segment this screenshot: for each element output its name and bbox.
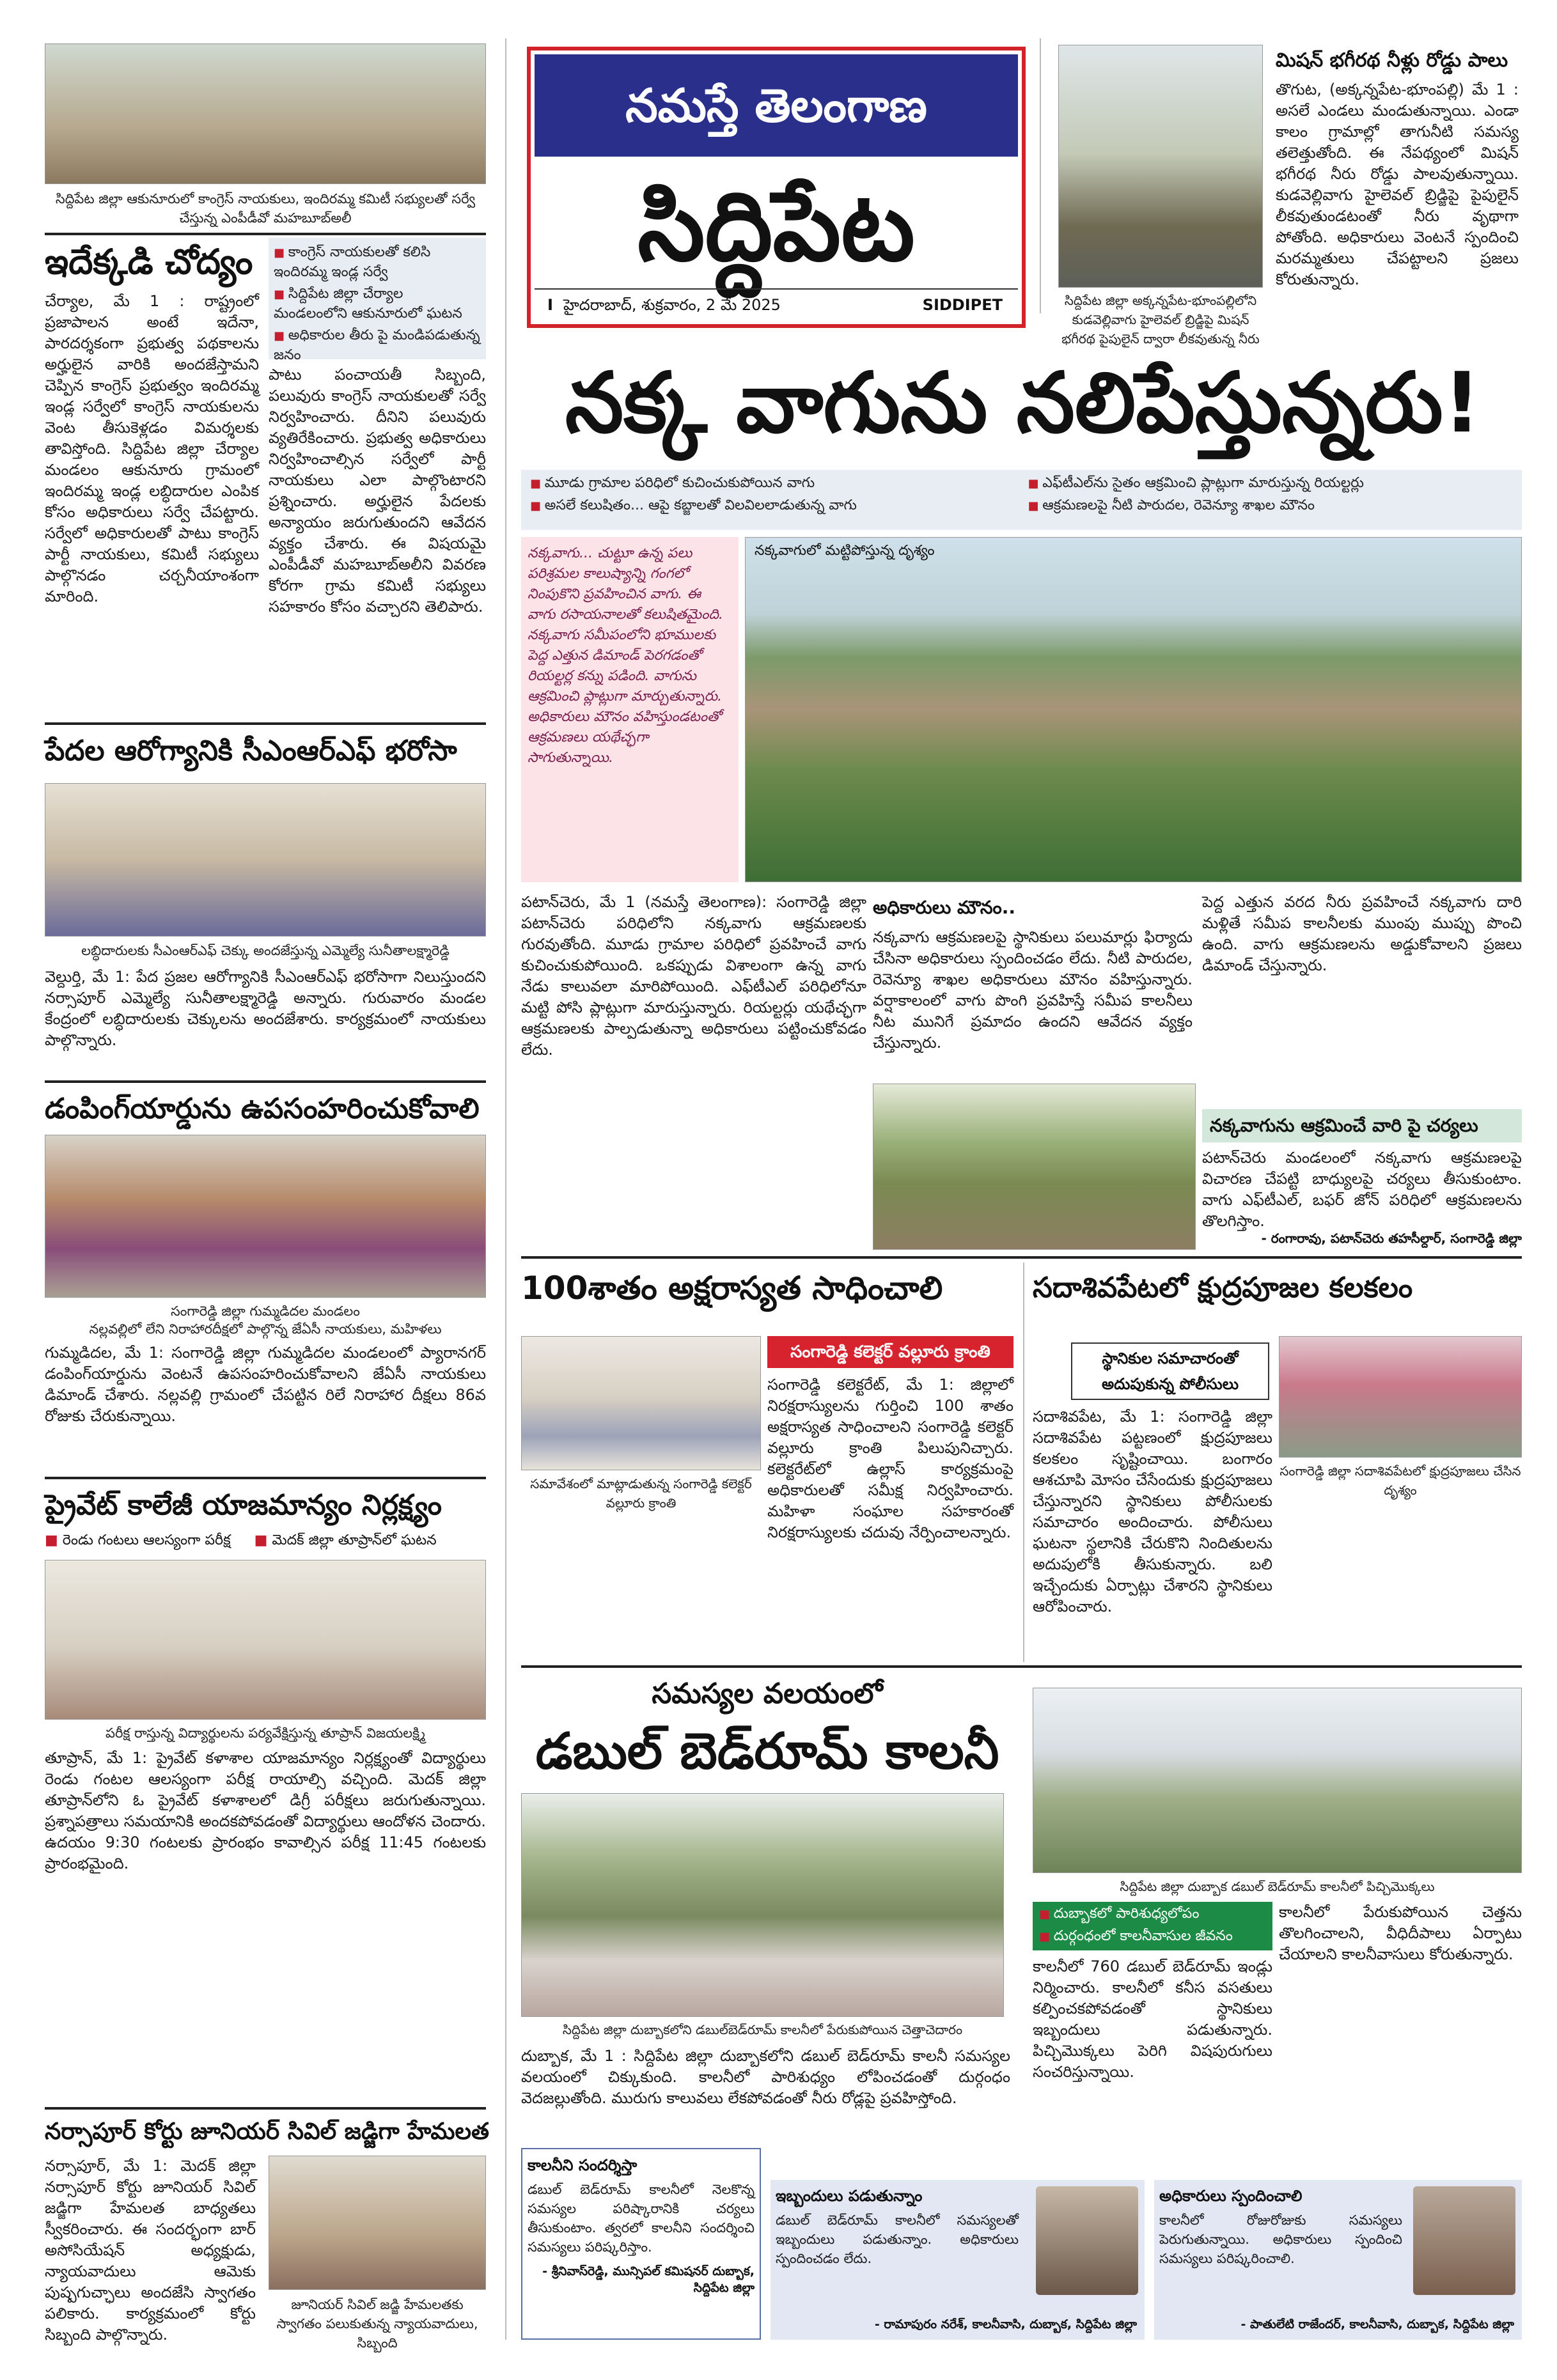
brand-name: నమస్తే తెలంగాణ — [535, 54, 1018, 157]
lead-highlight: ■ మూడు గ్రామాల పరిధిలో కుచించుకుపోయిన వాగు — [530, 474, 1015, 494]
bullet-icon: ■ — [254, 1532, 272, 1548]
headline-dumping: డంపింగ్‌యార్డును ఉపసంహరించుకోవాలి — [45, 1093, 480, 1125]
divider — [521, 1665, 1522, 1668]
photo-garbage — [521, 1793, 1004, 2017]
green-highlight: ■ దుర్గంధంలో కాలనీవాసుల జీవనం — [1039, 1927, 1266, 1947]
highlight-item: ■ కాంగ్రెస్ నాయకులతో కలిసి ఇందిరమ్మ ఇండ్ల సర్వే — [274, 243, 481, 282]
quote-box — [771, 2180, 1145, 2340]
article-body: పటాన్‌చెరు మండలంలో నక్కవాగు ఆక్రమణలపై విచారణ చేపట్టి బాధ్యులపై చర్యలు తీసుకుంటాం. వాగు ఎఫ్‌టీఎల్, బఫర్ జోన్ పరిధిలో ఆక్రమణలను తొలగిస్తాం. — [1202, 1149, 1522, 1230]
divider — [45, 233, 486, 235]
photo-label: నక్కవాగులో మట్టిపోస్తున్న దృశ్యం — [755, 543, 935, 559]
column-rule — [505, 38, 506, 2340]
headline-judge: నర్సాపూర్ కోర్టు జూనియర్ సివిల్ జడ్జిగా హేమలత — [45, 2119, 489, 2145]
photo-judge — [269, 2156, 486, 2290]
avatar — [1413, 2186, 1515, 2295]
headline-sadasivapet: సదాశివపేటలో క్షుద్రపూజల కలకలం — [1033, 1272, 1413, 1304]
lead-highlight: ■ అసలే కలుషితం... ఆపై కబ్జాలతో విలవిలలాడుతున్న వాగు — [530, 496, 1015, 516]
quote-title: అధికారులు స్పందించాలి — [1159, 2187, 1303, 2205]
quote-title: కాలనీని సందర్శిస్తా — [528, 2156, 638, 2174]
article-body: పటాన్‌చెరు, మే 1 (నమస్తే తెలంగాణ): సంగారెడ్డి జిల్లా పటాన్‌చెరు పరిధిలోని నక్కవాగు ఆక్రమణలకు గురవుతోంది. మూడు గ్రామాల పరిధిలో ప్రవహించే వాగు కుచించుకుపోయింది. ఒకప్పుడు విశాలంగా ఉన్న వాగు నేడు కాలువలా మారిపోయింది. ఎఫ్‌టీఎల్ పరిధిలోనూ మట్టి పోసి ప్లాట్లుగా మారుస్తున్నారు. రియల్టర్లు యథేచ్ఛగా ఆక్రమణలకు పాల్పడుతున్నా అధికారులు పట్టించుకోవడం లేదు. — [521, 893, 866, 1059]
photo-caption: జూనియర్ సివిల్ జడ్జి హేమలతకు స్వాగతం పలుకుతున్న న్యాయవాదులు, సిబ్బంది — [276, 2297, 478, 2351]
subhead: మెదక్ జిల్లా తూప్రాన్‌లో ఘటన — [272, 1532, 437, 1548]
quote-body: కాలనీలో రోజురోజుకు సమస్యలు పెరుగుతున్నాయి. అధికారులు స్పందించి సమస్యలు పరిష్కరించాలి. — [1159, 2213, 1402, 2266]
bullet-icon: ■ — [45, 1532, 63, 1548]
photo-caption: సిద్దిపేట జిల్లా ఆకునూరులో కాంగ్రెస్ నాయకులు, ఇందిరమ్మ కమిటీ సభ్యులతో సర్వే చేస్తున్న ఎంపీడీవో మహబూబ్‌అలీ — [55, 191, 476, 226]
subhead: రెండు గంటలు ఆలస్యంగా పరీక్ష — [62, 1532, 231, 1548]
highlight-item: ■ సిద్దిపేట జిల్లా చేర్యాల మండలంలోని ఆకునూరులో ఘటన — [274, 284, 481, 323]
article-body: తొగుట, (అక్కన్నపేట-భూంపల్లి) మే 1 : అసలే ఎండలు మండుతున్నాయి. ఎండా కాలం గ్రామాల్లో తాగునీటి సమస్య తలెత్తుతోంది. ఈ నేపథ్యంలో మిషన్ భగీరథ నీరు రోడ్డు పాలవుతున్నాయి. కుడవెల్లివాగు హైలెవల్ బ్రిడ్జిపై పైపులైన్ లీకవుతుండటంతో నీరు వృథాగా పోతోంది. అధికారులు వెంటనే స్పందించి మరమ్మతులు చేపట్టాలని ప్రజలు కోరుతున్నారు. — [1276, 81, 1519, 288]
quote-sign: - పాతులేటి రాజేందర్, కాలనీవాసి, దుబ్బాక, సిద్దిపేట జిల్లా — [1240, 2317, 1514, 2331]
photo-nakkavagu-2 — [873, 1084, 1196, 1250]
quote-body: డబుల్ బెడ్‌రూమ్ కాలనీలో నెలకొన్న సమస్యల పరిష్కారానికి చర్యలు తీసుకుంటాం. త్వరలో కాలనీని సందర్శించి సమస్యలు పరిష్కరిస్తాం. — [528, 2182, 755, 2255]
photo-caption: సంగారెడ్డి జిల్లా గుమ్మడిదల మండలం — [171, 1303, 360, 1319]
photo-caption: పరీక్ష రాస్తున్న విద్యార్థులను పర్యవేక్షిస్తున్న తూప్రాన్ విజయలక్ష్మి — [106, 1725, 425, 1741]
photo-caption: సిద్దిపేట జిల్లా దుబ్బాక డబుల్ బెడ్‌రూమ్ కాలనీలో పిచ్చిమొక్కలు — [1120, 1879, 1435, 1894]
edition-name: సిద్దిపేట — [638, 170, 915, 283]
article-body: చేర్యాల, మే 1 : రాష్ట్రంలో ప్రజాపాలన అంటే ఇదేనా, పారదర్శకంగా ప్రభుత్వ పథకాలను అర్హులైన వారికి అందజేస్తామని చెప్పిన కాంగ్రెస్ ప్రభుత్వం ఇందిరమ్మ ఇండ్ల సర్వేలో కాంగ్రెస్ నాయకులను వెంట తీసుకెళ్లడం విమర్శలకు తావిస్తోంది. సిద్దిపేట జిల్లా చేర్యాల మండలం ఆకునూరు గ్రామంలో ఇందిరమ్మ ఇండ్ల లబ్ధిదారుల ఎంపిక కోసం అధికారులు సర్వే చేపట్టారు. సర్వేలో అధికారులతో పాటు కాంగ్రెస్ పార్టీ నాయకులు, కమిటీ సభ్యులు పాల్గొనడం చర్చనీయాంశంగా మారింది. — [45, 292, 259, 605]
headline-college: ప్రైవేట్ కాలేజీ యాజమాన్యం నిర్లక్ష్యం — [45, 1489, 442, 1521]
quote-body: డబుల్ బెడ్‌రూమ్ కాలనీలో సమస్యలతో ఇబ్బందులు పడుతున్నాం. అధికారులు స్పందించడం లేదు. — [776, 2213, 1019, 2266]
photo-exam — [45, 1560, 486, 1720]
photo-sadasivapet — [1279, 1336, 1522, 1458]
article-body: గుమ్మడిదల, మే 1: సంగారెడ్డి జిల్లా గుమ్మడిదల మండలంలో ప్యారానగర్ డంపింగ్‌యార్డును వెంటనే ఉపసంహరించుకోవాలని జేఏసీ నాయకులు డిమాండ్ చేశారు. నల్లవల్లి గ్రామంలో చేపట్టిన రిలే నిరాహార దీక్షలు 86వ రోజుకు చేరుకున్నాయి. — [45, 1344, 486, 1425]
quote-title: ఇబ్బందులు పడుతున్నాం — [776, 2187, 923, 2205]
photo-cmrf — [45, 783, 486, 937]
photo-literacy — [521, 1336, 761, 1470]
quote-box — [521, 2148, 761, 2340]
quote-sign: - శ్రీనివాస్‌రెడ్డి, మున్సిపల్ కమిషనర్ దుబ్బాక, సిద్దిపేట జిల్లా — [542, 2264, 755, 2295]
photo-colony — [1033, 1688, 1522, 1873]
photo-caption: సమావేశంలో మాట్లాడుతున్న సంగారెడ్డి కలెక్టర్ వల్లూరు క్రాంతి — [530, 1476, 752, 1511]
masthead — [527, 47, 1026, 328]
photo-caption: సిద్దిపేట జిల్లా అక్కన్నపేట-భూంపల్లిలోని కుడవెల్లివాగు హైలెవల్ బ్రిడ్జిపై మిషన్ భగీరథ పైపులైన్ ద్వారా లీకవుతున్న నీరు — [1061, 293, 1260, 346]
photo-caption: లబ్ధిదారులకు సీఎంఆర్ఎఫ్ చెక్కు అందజేస్తున్న ఎమ్మెల్యే సునీతాలక్ష్మారెడ్డి — [81, 943, 450, 958]
article-body: కాలనీలో పేరుకుపోయిన చెత్తను తొలగించాలని, వీధిదీపాలు ఏర్పాటు చేయాలని కాలనీవాసులు కోరుతున్నారు. — [1279, 1903, 1522, 1963]
divider — [45, 2107, 486, 2110]
highlight-item: ■ అధికారుల తీరు పై మండిపడుతున్న జనం — [274, 326, 481, 365]
article-body: వెల్దుర్తి, మే 1: పేద ప్రజల ఆరోగ్యానికి సీఎంఆర్ఎఫ్ భరోసాగా నిలుస్తుందని నర్సాపూర్ ఎమ్మెల్యే సునీతాలక్ష్మారెడ్డి అన్నారు. గురువారం మండల కేంద్రంలో లబ్ధిదారులకు చెక్కులను అందజేశారు. కార్యక్రమంలో నాయకులు పాల్గొన్నారు. — [45, 968, 486, 1049]
subhead-authorities: అధికారులు మౌనం.. — [873, 897, 1015, 918]
highlights-box — [269, 238, 486, 363]
quote-box — [1154, 2180, 1522, 2340]
photo-pipeline — [1058, 45, 1263, 288]
article-body: పాటు పంచాయతీ సిబ్బంది, పలువురు కాంగ్రెస్ నాయకులతో సర్వే నిర్వహించారు. దీనిని పలువురు వ్యతిరేకించారు. ప్రభుత్వ అధికారులు నిర్వహించాల్సిన సర్వేలో పార్టీ నాయకులు ఎలా పాల్గొంటారని ప్రశ్నించారు. అర్హులైన పేదలకు అన్యాయం జరుగుతుందని ఆవేదన వ్యక్తం చేశారు. ఈ విషయమై ఎంపీడీవో మహబూబ్‌అలీని వివరణ కోరగా గ్రామ కమిటీ సభ్యులు సహకారం కోసం వచ్చారని తెలిపారు. — [269, 366, 486, 616]
photo-caption: నల్లవల్లిలో లేని నిరాహారదీక్షలో పాల్గొన్న జేఏసీ నాయకులు, మహిళలు — [89, 1321, 442, 1337]
lead-highlights — [521, 470, 1522, 530]
article-body: తూప్రాన్, మే 1: ప్రైవేట్ కళాశాల యాజమాన్యం నిర్లక్ష్యంతో విద్యార్థులు రెండు గంటల ఆలస్యంగా పరీక్ష రాయాల్సి వచ్చింది. మెదక్ జిల్లా తూప్రాన్‌లోని ఓ ప్రైవేట్ కళాశాలలో డిగ్రీ పరీక్షలు జరుగుతున్నాయి. ప్రశ్నాపత్రాలు సమయానికి అందకపోవడంతో విద్యార్థులు ఆందోళన చెందారు. ఉదయం 9:30 గంటలకు ప్రారంభం కావాల్సిన పరీక్ష 11:45 గంటలకు ప్రారంభమైంది. — [45, 1749, 486, 1872]
divider — [521, 1256, 1522, 1259]
issue-number: I — [547, 296, 553, 314]
column-rule — [1023, 1263, 1024, 1662]
quote-sign: - రంగారావు, పటాన్‌చెరు తహసీల్దార్, సంగారెడ్డి జిల్లా — [1261, 1231, 1522, 1246]
lead-headline: నక్క వాగును నలిపేస్తున్నరు! — [565, 354, 1482, 451]
lead-callout: నక్కవాగు... చుట్టూ ఉన్న పలు పరిశ్రమల కాలుష్యాన్ని గంగలో నింపుకొని ప్రవహించిన వాగు. ఈ వాగు రసాయనాలతో కలుషితమైంది. నక్కవాగు సమీపంలోని భూములకు పెద్ద ఎత్తున డిమాండ్ పెరగడంతో రియల్టర్ల కన్ను పడింది. వాగును ఆక్రమించి ప్లాట్లుగా మార్చుతున్నారు. అధికారులు మౌనం వహిస్తుండటంతో ఆక్రమణలు యథేచ్ఛగా సాగుతున్నాయి. — [521, 537, 739, 882]
green-highlight: ■ దుబ్బాకలో పారిశుధ్యలోపం — [1039, 1904, 1266, 1924]
green-highlights — [1033, 1902, 1272, 1950]
headline-cmrf: పేదల ఆరోగ్యానికి సీఎంఆర్ఎఫ్ భరోసా — [45, 735, 457, 767]
photo-caption: సంగారెడ్డి జిల్లా సదాశివపేటలో క్షుద్రపూజలు చేసిన దృశ్యం — [1279, 1463, 1521, 1498]
kicker: సమస్యల వలయంలో — [652, 1677, 883, 1710]
headline-mission: మిషన్ భగీరథ నీళ్లు రోడ్డు పాలు — [1276, 49, 1508, 72]
divider — [45, 722, 486, 725]
action-box-title: నక్కవాగును ఆక్రమించే వారి పై చర్యలు — [1202, 1109, 1522, 1142]
subhead-box: స్థానికుల సమాచారంతో అదుపుకున్న పోలీసులు — [1071, 1342, 1269, 1400]
article-body: పెద్ద ఎత్తున వరద నీరు ప్రవహించే నక్కవాగు దారి మళ్లితే సమీప కాలనీలకు ముంపు ముప్పు పొంచి ఉంది. వాగు ఆక్రమణలను అడ్డుకోవాలని ప్రజలు డిమాండ్ చేస్తున్నారు. — [1202, 893, 1522, 974]
photo-survey — [45, 43, 486, 184]
subheads — [45, 1529, 486, 1552]
edition-code: SIDDIPET — [922, 296, 1003, 314]
article-body: సదాశివపేట, మే 1: సంగారెడ్డి జిల్లా సదాశివపేట పట్టణంలో క్షుద్రపూజలు కలకలం సృష్టించాయి. బంగారం ఆశచూపి మోసం చేసేందుకు క్షుద్రపూజలు చేస్తున్నారని స్థానికులు పోలీసులకు సమాచారం అందించారు. పోలీసులు ఘటనా స్థలానికి చేరుకొని నిందితులను అదుపులోకి తీసుకున్నారు. బలి ఇచ్చేందుకు ఏర్పాట్లు చేశారని స్థానికులు ఆరోపించారు. — [1033, 1408, 1272, 1615]
article-body: దుబ్బాక, మే 1 : సిద్దిపేట జిల్లా దుబ్బాకలోని డబుల్ బెడ్‌రూమ్ కాలనీ సమస్యల వలయంలో చిక్కుకుంది. కాలనీలో పారిశుధ్యం లోపించడంతో దుర్గంధం వెదజల్లుతోంది. మురుగు కాలువలు లేకపోవడంతో నీరు రోడ్లపై ప్రవహిస్తోంది. — [521, 2047, 1010, 2107]
dateline — [535, 288, 1018, 320]
divider — [45, 1080, 486, 1083]
column-rule — [1040, 38, 1041, 313]
photo-dumping — [45, 1135, 486, 1298]
photo-caption: సిద్దిపేట జిల్లా దుబ్బాకలోని డబుల్‌బెడ్‌రూమ్ కాలనీలో పేరుకుపోయిన చెత్తాచెదారం — [562, 2022, 963, 2037]
date-text: హైదరాబాద్, శుక్రవారం, 2 మే 2025 — [563, 296, 781, 314]
article-body: నర్సాపూర్, మే 1: మెదక్ జిల్లా నర్సాపూర్ కోర్టు జూనియర్ సివిల్ జడ్జిగా హేమలత బాధ్యతలు స్వీకరించారు. ఈ సందర్భంగా బార్ అసోసియేషన్ అధ్యక్షుడు, న్యాయవాదులు ఆమెకు పుష్పగుచ్ఛాలు అందజేసి స్వాగతం పలికారు. కార్యక్రమంలో కోర్టు సిబ్బంది పాల్గొన్నారు. — [45, 2157, 256, 2344]
headline-double: డబుల్ బెడ్‌రూమ్ కాలనీ — [535, 1723, 999, 1780]
headline-literacy: 100శాతం అక్షరాస్యత సాధించాలి — [521, 1270, 943, 1307]
article-body: కాలనీలో 760 డబుల్ బెడ్‌రూమ్ ఇండ్లు నిర్మించారు. కాలనీలో కనీస వసతులు కల్పించకపోవడంతో స్థానికులు ఇబ్బందులు పడుతున్నారు. పిచ్చిమొక్కలు పెరిగి విషపురుగులు సంచరిస్తున్నాయి. — [1033, 1957, 1272, 2081]
quote-sign: - రామాపురం నరేశ్, కాలనీవాసి, దుబ్బాక, సిద్దిపేట జిల్లా — [874, 2317, 1137, 2331]
headline-survey: ఇదేక్కడి చోద్యం — [45, 242, 253, 282]
divider — [45, 1477, 486, 1479]
lead-highlight: ■ ఆక్రమణలపై నీటి పారుదల, రెవెన్యూ శాఖల మౌనం — [1028, 496, 1514, 516]
lead-highlight: ■ ఎఫ్‌టీఎల్‌ను సైతం ఆక్రమించి ప్లాట్లుగా మారుస్తున్న రియల్టర్లు — [1028, 474, 1514, 494]
article-body: సంగారెడ్డి కలెక్టరేట్, మే 1: జిల్లాలో నిరక్షరాస్యులను గుర్తించి 100 శాతం అక్షరాస్యత సాధించాలని సంగారెడ్డి కలెక్టర్ వల్లూరు క్రాంతి పిలుపునిచ్చారు. కలెక్టరేట్‌లో ఉల్లాస్ కార్యక్రమంపై అధికారులతో సమీక్ష నిర్వహించారు. మహిళా సంఘాల సహకారంతో నిరక్షరాస్యులకు చదువు నేర్పించాలన్నారు. — [767, 1376, 1013, 1541]
article-body: నక్కవాగు ఆక్రమణలపై స్థానికులు పలుమార్లు ఫిర్యాదు చేసినా అధికారులు స్పందించడం లేదు. నీటి పారుదల, రెవెన్యూ శాఖల అధికారులు మౌనం వహిస్తున్నారు. వర్షాకాలంలో వాగు పొంగి ప్రవహిస్తే సమీప కాలనీలు నీట మునిగే ప్రమాదం ఉందని ఆవేదన వ్యక్తం చేస్తున్నారు. — [873, 928, 1193, 1052]
literacy-tag: సంగారెడ్డి కలెక్టర్ వల్లూరు క్రాంతి — [767, 1336, 1013, 1368]
avatar — [1036, 2186, 1138, 2295]
photo-nakkavagu — [745, 537, 1522, 882]
